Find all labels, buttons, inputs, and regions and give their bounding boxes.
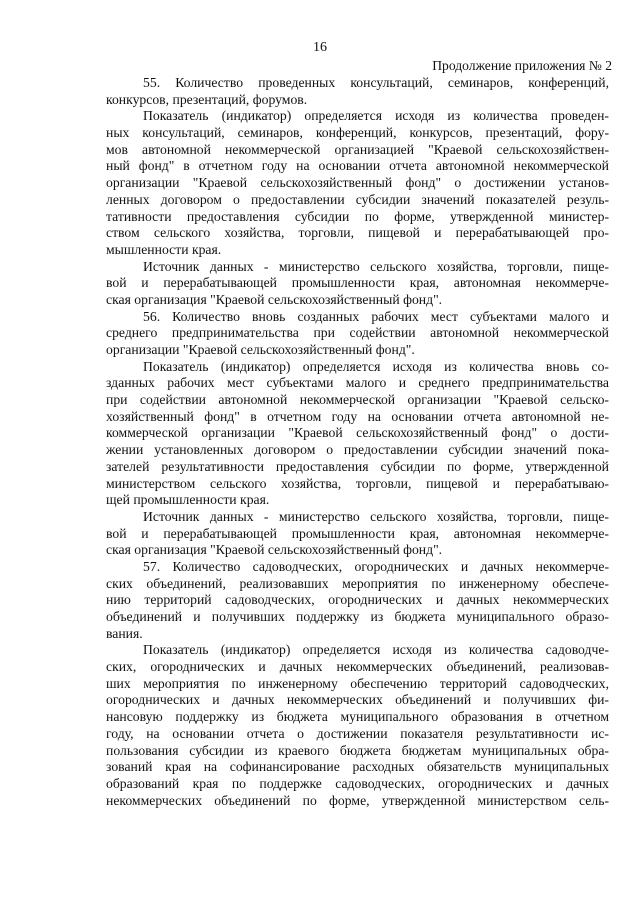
text-line: ленных договором о предоставлении субсидии значений показателей резуль- xyxy=(106,191,609,207)
text-line: вания. xyxy=(106,625,143,641)
text-line: нансовую поддержку из бюджета муниципального образования в отчетном xyxy=(106,709,609,725)
text-line: коммерческой организации "Краевой сельскохозяйственный фонд" о дости- xyxy=(106,425,609,441)
text-line: Показатель (индикатор) определяется исходя из количества садоводче- xyxy=(143,642,609,658)
body-text xyxy=(106,75,609,809)
text-line: нию территорий садоводческих, огороднических и дачных некоммерческих xyxy=(106,592,609,608)
text-line: пользования субсидии из краевого бюджета бюджетам муниципальных обра- xyxy=(106,742,609,758)
text-line: Источник данных - министерство сельского хозяйства, торговли, пище- xyxy=(143,508,609,524)
text-line: при содействии автономной некоммерческой организации "Краевой сельско- xyxy=(106,392,609,408)
text-line: вой и перерабатывающей промышленности края, автономная некоммерче- xyxy=(106,275,609,291)
text-line: ских, огороднических и дачных некоммерческих объединений, реализовав- xyxy=(106,659,609,675)
text-line: зданных рабочих мест субъектами малого и среднего предпринимательства xyxy=(106,375,609,391)
text-line: ших мероприятия по инженерному обеспечению территорий садоводческих, xyxy=(106,675,609,691)
text-line: ством сельского хозяйства, торговли, пищевой и перерабатывающей про- xyxy=(106,225,609,241)
page-number: 16 xyxy=(313,40,327,55)
text-line: мов автономной некоммерческой организацией "Краевой сельскохозяйствен- xyxy=(106,141,609,157)
text-line: тативности предоставления субсидии по форме, утвержденной министер- xyxy=(106,208,609,224)
text-line: ных консультаций, семинаров, конференций, конкурсов, презентаций, фору- xyxy=(106,125,609,141)
text-line: министерством сельского хозяйства, торговли, пищевой и перерабатываю- xyxy=(106,475,609,491)
text-line: хозяйственный фонд" в отчетном году на основании отчета автономной не- xyxy=(106,408,609,424)
text-line: ских объединений, реализовавших мероприятия по инженерному обеспече- xyxy=(106,575,609,591)
text-line: Показатель (индикатор) определяется исходя из количества вновь со- xyxy=(143,358,609,374)
text-line: вой и перерабатывающей промышленности края, автономная некоммерче- xyxy=(106,525,609,541)
text-line: щей промышленности края. xyxy=(106,492,270,508)
text-line: конкурсов, презентаций, форумов. xyxy=(106,91,308,107)
text-line: зателей результативности предоставления субсидии по форме, утвержденной xyxy=(106,458,609,474)
text-line: жении установленных договором о предоставлении субсидии значений пока- xyxy=(106,442,609,458)
text-line: огороднических и дачных некоммерческих объединений и получивших фи- xyxy=(106,692,609,708)
text-line: Показатель (индикатор) определяется исходя из количества проведен- xyxy=(143,108,609,124)
appendix-continuation-note: Продолжение приложения № 2 xyxy=(432,58,612,73)
text-line: ный фонд" в отчетном году на основании отчета автономной некоммерческой xyxy=(106,158,609,174)
text-line: объединений и получивших поддержку из бюджета муниципального образо- xyxy=(106,609,609,624)
text-line: 55. Количество проведенных консультаций, семинаров, конференций, xyxy=(143,75,609,90)
text-line: 57. Количество садоводческих, огороднических и дачных некоммерче- xyxy=(143,558,609,574)
text-line: зований края на софинансирование расходных обязательств муниципальных xyxy=(106,759,609,775)
text-line: Источник данных - министерство сельского хозяйства, торговли, пище- xyxy=(143,258,609,274)
text-line: 56. Количество вновь созданных рабочих мест субъектами малого и xyxy=(143,308,609,324)
text-line: некоммерческих объединений по форме, утвержденной министерством сель- xyxy=(106,792,609,808)
text-line: организации "Краевой сельскохозяйственный фонд" о достижении установ- xyxy=(106,175,609,191)
text-line: мышленности края. xyxy=(106,241,222,257)
text-line: ская организация "Краевой сельскохозяйственный фонд". xyxy=(106,291,443,307)
text-line: среднего предпринимательства при содействии автономной некоммерческой xyxy=(106,325,609,341)
text-line: году, на основании отчета о достижении показателя результативности ис- xyxy=(106,725,609,741)
text-line: образований края по поддержке садоводческих, огороднических и дачных xyxy=(106,775,609,791)
text-line: организации "Краевой сельскохозяйственный фонд". xyxy=(106,342,415,357)
text-line: ская организация "Краевой сельскохозяйственный фонд". xyxy=(106,542,443,558)
